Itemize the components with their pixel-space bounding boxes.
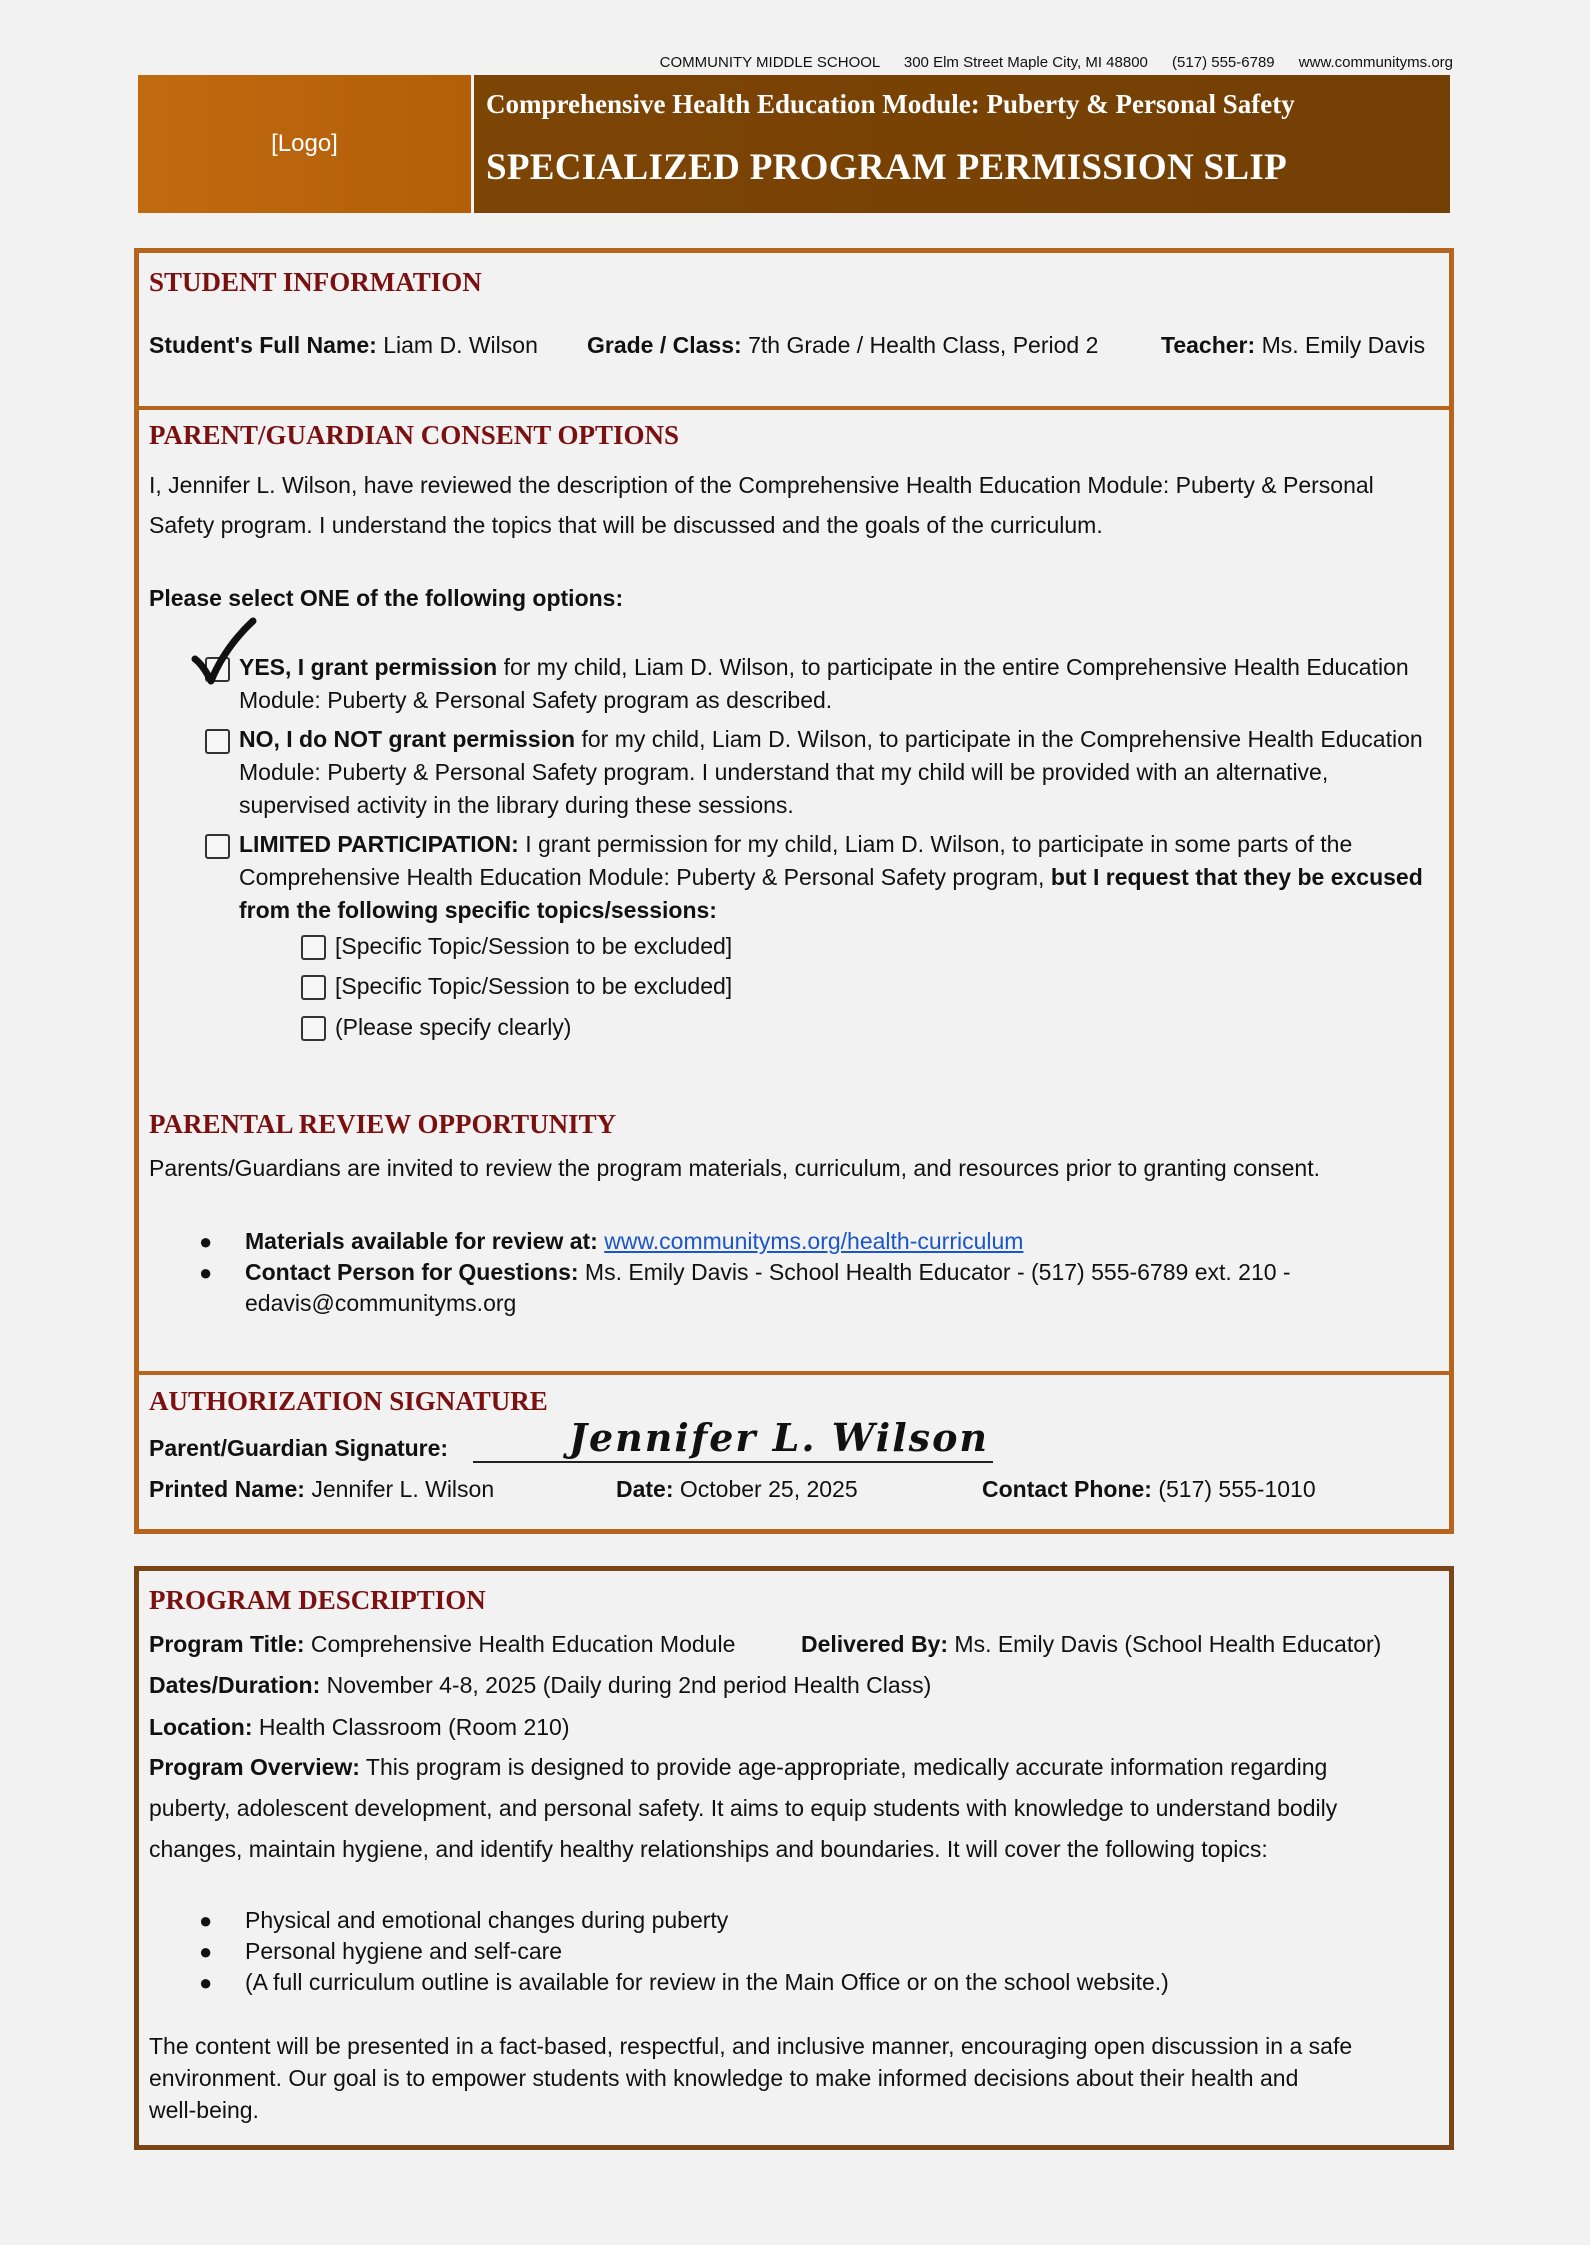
option-no: [239, 723, 1429, 822]
overview-line1: This program is designed to provide age-appropriate, medically accurate information regarding: [359, 1754, 1328, 1780]
contact-phone-value: (517) 555-1010: [1158, 1476, 1316, 1502]
option-limited-request: but I request that they be excused from the following specific topics/sessions:: [239, 864, 1423, 923]
program-heading: PROGRAM DESCRIPTION: [149, 1585, 486, 1615]
location-field: [149, 1714, 570, 1741]
authorization-heading: AUTHORIZATION SIGNATURE: [149, 1386, 548, 1416]
consent-heading: PARENT/GUARDIAN CONSENT OPTIONS: [149, 420, 680, 450]
program-overview: [149, 1747, 1439, 1870]
teacher-value: Ms. Emily Davis: [1261, 332, 1426, 358]
sub-option-3: (Please specify clearly): [335, 1014, 572, 1040]
bullet-icon: ●: [199, 1908, 213, 1933]
teacher-field: [1161, 332, 1425, 359]
overview-line2: puberty, adolescent development, and personal safety. It aims to equip students with knowledge to understand bodily: [149, 1795, 1338, 1821]
contact-phone-field: [982, 1476, 1316, 1503]
delivered-by-field: [801, 1631, 1381, 1658]
student-name-label: Student's Full Name:: [149, 332, 377, 358]
sub-option-2-checkbox[interactable]: [301, 975, 326, 1000]
location-value: Health Classroom (Room 210): [258, 1714, 570, 1740]
sub-option-1: [Specific Topic/Session to be excluded]: [335, 933, 733, 959]
printed-name-field: [149, 1476, 494, 1503]
printed-name-value: Jennifer L. Wilson: [311, 1476, 495, 1502]
school-name: COMMUNITY MIDDLE SCHOOL: [659, 54, 880, 71]
sub-option-1-checkbox[interactable]: [301, 935, 326, 960]
consent-intro-line2: Safety program. I understand the topics that will be discussed and the goals of the curriculum.: [149, 512, 1103, 538]
closing-line3: well-being.: [149, 2097, 259, 2123]
contact-value: Ms. Emily Davis - School Health Educator - (517) 555-6789 ext. 210 -: [578, 1259, 1291, 1285]
option-yes: [239, 651, 1429, 717]
printed-name-label: Printed Name:: [149, 1476, 305, 1502]
student-name-value: Liam D. Wilson: [383, 332, 538, 358]
program-title-label: Program Title:: [149, 1631, 305, 1657]
delivered-by-value: Ms. Emily Davis (School Health Educator): [954, 1631, 1382, 1657]
page-header: [138, 75, 1450, 213]
dates-field: [149, 1672, 931, 1699]
option-no-text: for my child, Liam D. Wilson, to participate in the Comprehensive Health Education Module: Puberty & Personal Safety program. I understand that my child will be provided with an alternative, supervised activity in the library during these sessions.: [239, 726, 1423, 818]
program-description-frame: [134, 1566, 1454, 2150]
school-address: 300 Elm Street Maple City, MI 48800: [903, 54, 1148, 71]
signature-label: Parent/Guardian Signature:: [149, 1435, 449, 1461]
select-instruction: Please select ONE of the following options:: [149, 585, 624, 611]
option-yes-text: for my child, Liam D. Wilson, to participate in the entire Comprehensive Health Education Module: Puberty & Personal Safety program as described.: [239, 654, 1409, 713]
topic-item: Physical and emotional changes during puberty: [245, 1907, 729, 1933]
contact-email: edavis@communityms.org: [245, 1290, 517, 1316]
topic-item: Personal hygiene and self-care: [245, 1938, 563, 1964]
limited-checkbox[interactable]: [205, 834, 230, 859]
date-field: [616, 1476, 858, 1503]
program-closing: [149, 2030, 1439, 2126]
date-value: October 25, 2025: [679, 1476, 858, 1502]
dates-value: November 4-8, 2025 (Daily during 2nd period Health Class): [326, 1672, 932, 1698]
sub-option-3-checkbox[interactable]: [301, 1016, 326, 1041]
option-limited-text: I grant permission for my child, Liam D. Wilson, to participate in some parts of the Comprehensive Health Education Module: Puberty & Personal Safety program,: [239, 831, 1353, 890]
grade-field: [587, 332, 1098, 359]
overview-label: Program Overview:: [149, 1754, 360, 1780]
topic-item: (A full curriculum outline is available for review in the Main Office or on the school website.): [245, 1969, 1169, 1995]
program-title-field: [149, 1631, 735, 1658]
review-heading: PARENTAL REVIEW OPPORTUNITY: [149, 1109, 617, 1139]
bullet-icon: ●: [199, 1229, 213, 1254]
header-subtitle: Comprehensive Health Education Module: Puberty & Personal Safety: [486, 89, 1295, 119]
dates-label: Dates/Duration:: [149, 1672, 321, 1698]
program-title-value: Comprehensive Health Education Module: [310, 1631, 736, 1657]
signature-line: [473, 1461, 993, 1463]
page-title: SPECIALIZED PROGRAM PERMISSION SLIP: [486, 147, 1287, 188]
parent-signature: Jennifer L. Wilson: [569, 1415, 990, 1460]
section-divider: [139, 406, 1449, 410]
no-checkbox[interactable]: [205, 729, 230, 754]
bullet-icon: ●: [199, 1970, 213, 1995]
materials-link[interactable]: www.communityms.org/health-curriculum: [604, 1228, 1024, 1254]
contact-bar: [660, 54, 1453, 71]
grade-label: Grade / Class:: [587, 332, 742, 358]
closing-line2: environment. Our goal is to empower students with knowledge to make informed decisions about their health and: [149, 2065, 1299, 2091]
bullet-icon: ●: [199, 1939, 213, 1964]
bullet-icon: ●: [199, 1260, 213, 1285]
contact-phone-label: Contact Phone:: [982, 1476, 1152, 1502]
contact-item: [245, 1257, 1291, 1319]
sub-option-2: [Specific Topic/Session to be excluded]: [335, 973, 733, 999]
student-info-heading: STUDENT INFORMATION: [149, 267, 482, 297]
option-limited-label: LIMITED PARTICIPATION:: [239, 831, 519, 857]
consent-form-frame: [134, 248, 1454, 1534]
date-label: Date:: [616, 1476, 674, 1502]
location-label: Location:: [149, 1714, 253, 1740]
overview-line3: changes, maintain hygiene, and identify healthy relationships and boundaries. It will cover the following topics:: [149, 1836, 1268, 1862]
title-box: [474, 75, 1450, 213]
option-yes-label: YES, I grant permission: [239, 654, 498, 680]
logo-placeholder: [Logo]: [138, 75, 474, 213]
consent-intro: [149, 465, 1439, 545]
grade-value: 7th Grade / Health Class, Period 2: [748, 332, 1099, 358]
review-intro: Parents/Guardians are invited to review the program materials, curriculum, and resources prior to granting consent.: [149, 1155, 1320, 1181]
school-website: www.communityms.org: [1298, 54, 1453, 71]
section-divider: [139, 1371, 1449, 1375]
consent-intro-line1: I, Jennifer L. Wilson, have reviewed the description of the Comprehensive Health Education Module: Puberty & Personal: [149, 472, 1374, 498]
materials-item: [245, 1226, 1023, 1257]
closing-line1: The content will be presented in a fact-based, respectful, and inclusive manner, encouraging open discussion in a safe: [149, 2033, 1353, 2059]
teacher-label: Teacher:: [1161, 332, 1256, 358]
option-limited: [239, 828, 1429, 927]
option-no-label: NO, I do NOT grant permission: [239, 726, 576, 752]
student-name-field: [149, 332, 538, 359]
delivered-by-label: Delivered By:: [801, 1631, 949, 1657]
materials-label: Materials available for review at:: [245, 1228, 598, 1254]
school-phone: (517) 555-6789: [1172, 54, 1275, 71]
contact-label: Contact Person for Questions:: [245, 1259, 579, 1285]
